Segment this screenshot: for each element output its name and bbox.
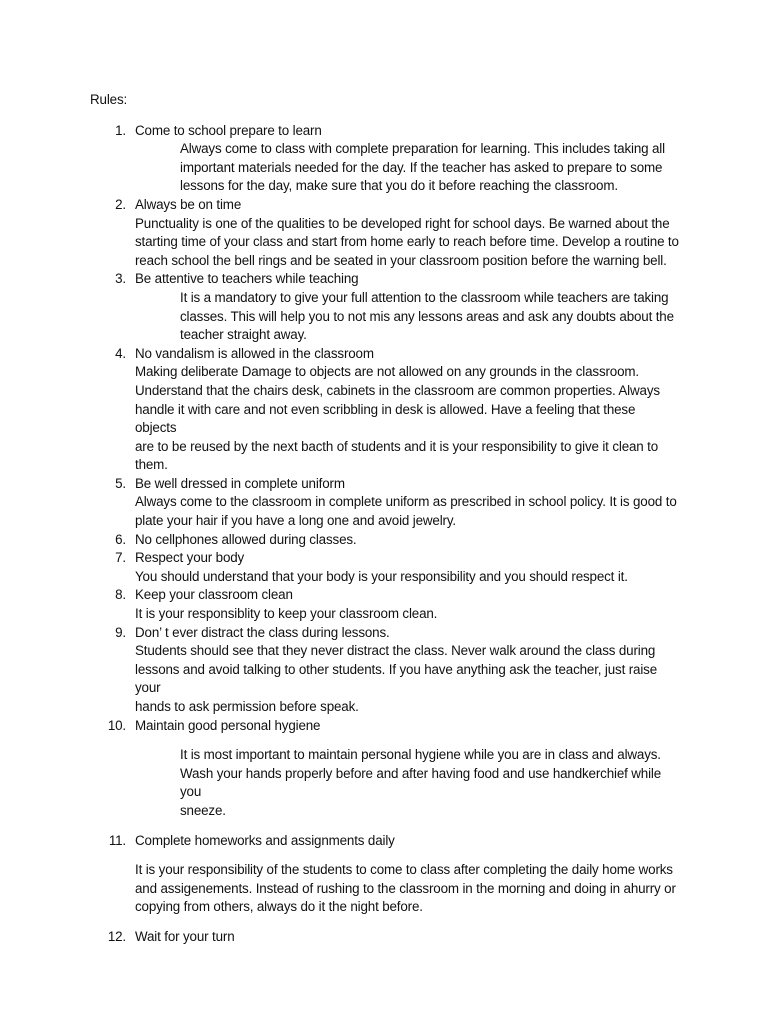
rule-line: teacher straight away. — [180, 327, 307, 343]
rule-line: starting time of your class and start from home early to reach before time. Develop a routine to — [135, 234, 679, 250]
rule-description — [90, 215, 680, 271]
rule-line: It is your responsibility of the students to come to class after completing the daily home works — [135, 862, 673, 878]
rule-line: It is a mandatory to give your full attention to the classroom while teachers are taking — [180, 289, 669, 305]
rule-item — [90, 832, 680, 917]
rule-line: are to be reused by the next bacth of students and it is your responsibility to give it clean to — [135, 438, 659, 454]
rule-line: It is most important to maintain personal hygiene while you are in class and always. — [180, 747, 661, 763]
rule-description — [90, 289, 680, 345]
rule-number: 12. — [107, 928, 126, 944]
rule-title: Be well dressed in complete uniform — [135, 475, 345, 491]
rule-item — [90, 549, 680, 586]
rule-line: lessons and avoid talking to other students. If you have anything ask the teacher, just raise your — [135, 661, 658, 696]
rule-number: 4. — [115, 345, 126, 361]
rule-description — [90, 746, 680, 820]
rule-item — [90, 196, 680, 270]
rule-line: plate your hair if you have a long one and avoid jewelry. — [135, 513, 456, 529]
rule-line: You should understand that your body is your responsibility and you should respect it. — [135, 568, 628, 584]
rule-item — [90, 586, 680, 623]
rule-title: Maintain good personal hygiene — [135, 717, 321, 733]
rule-number: 7. — [115, 550, 126, 566]
rule-line: hands to ask permission before speak. — [135, 699, 359, 714]
rule-number: 8. — [115, 587, 126, 603]
rule-title: Come to school prepare to learn — [135, 122, 322, 138]
rule-title: Keep your classroom clean — [135, 587, 293, 603]
rule-title: Don’ t ever distract the class during lessons. — [135, 624, 390, 640]
rule-item — [90, 928, 680, 947]
rule-line: and assigenements. Instead of rushing to the classroom in the morning and doing in ahurry or — [135, 880, 676, 896]
rule-number: 6. — [115, 531, 126, 547]
rule-line: It is your responsiblity to keep your classroom clean. — [135, 606, 438, 622]
document-body — [90, 91, 680, 947]
rule-line: handle it with care and not even scribbling in desk is allowed. Have a feeling that these objects — [135, 401, 636, 436]
rule-line: important materials needed for the day. If the teacher has asked to prepare to some — [180, 159, 663, 175]
rule-line: Wash your hands properly before and after having food and use handkerchief while you — [180, 765, 662, 800]
rule-item — [90, 475, 680, 531]
rule-line: Always come to class with complete preparation for learning. This includes taking all — [180, 141, 665, 157]
rule-line: reach school the bell rings and be seated in your classroom position before the warning bell. — [135, 252, 667, 268]
rule-description — [90, 140, 680, 196]
rule-line: classes. This will help you to not mis any lessons areas and ask any doubts about the — [180, 308, 674, 324]
rule-title: No cellphones allowed during classes. — [135, 531, 357, 547]
rule-title: Be attentive to teachers while teaching — [135, 271, 359, 287]
rule-number: 5. — [115, 475, 126, 491]
rule-description — [90, 493, 680, 530]
rule-item — [90, 270, 680, 344]
rule-line: them. — [135, 457, 168, 473]
rule-title: Always be on time — [135, 196, 242, 212]
rule-line: Understand that the chairs desk, cabinets in the classroom are common properties. Always — [135, 382, 660, 398]
rule-item — [90, 624, 680, 717]
rule-line: Always come to the classroom in complete uniform as prescribed in school policy. It is good to — [135, 494, 677, 510]
rule-number: 3. — [115, 271, 126, 287]
rule-line: Students should see that they never distract the class. Never walk around the class during — [135, 643, 656, 659]
rule-number: 9. — [115, 624, 126, 640]
rule-line: Punctuality is one of the qualities to be developed right for school days. Be warned about the — [135, 215, 670, 231]
rules-heading: Rules: — [90, 92, 128, 107]
rule-description — [90, 861, 680, 917]
rule-description — [90, 642, 680, 716]
rule-title: Wait for your turn — [135, 928, 235, 944]
rule-item — [90, 531, 680, 550]
rule-description — [90, 568, 680, 587]
rule-item — [90, 345, 680, 475]
rule-title: No vandalism is allowed in the classroom — [135, 345, 374, 361]
rule-line: copying from others, always do it the night before. — [135, 899, 423, 915]
rule-title: Complete homeworks and assignments daily — [135, 832, 395, 848]
rule-line: sneeze. — [180, 802, 226, 818]
rule-number: 11. — [108, 832, 126, 848]
rule-line: lessons for the day, make sure that you do it before reaching the classroom. — [180, 178, 618, 194]
rule-item — [90, 717, 680, 821]
rule-title: Respect your body — [135, 550, 245, 566]
rule-number: 2. — [115, 196, 126, 212]
rule-description — [90, 363, 680, 475]
rule-number: 10. — [107, 717, 126, 733]
rule-description — [90, 605, 680, 624]
rule-number: 1. — [115, 122, 126, 138]
rule-item — [90, 122, 680, 196]
rule-line: Making deliberate Damage to objects are not allowed on any grounds in the classroom. — [135, 364, 639, 380]
